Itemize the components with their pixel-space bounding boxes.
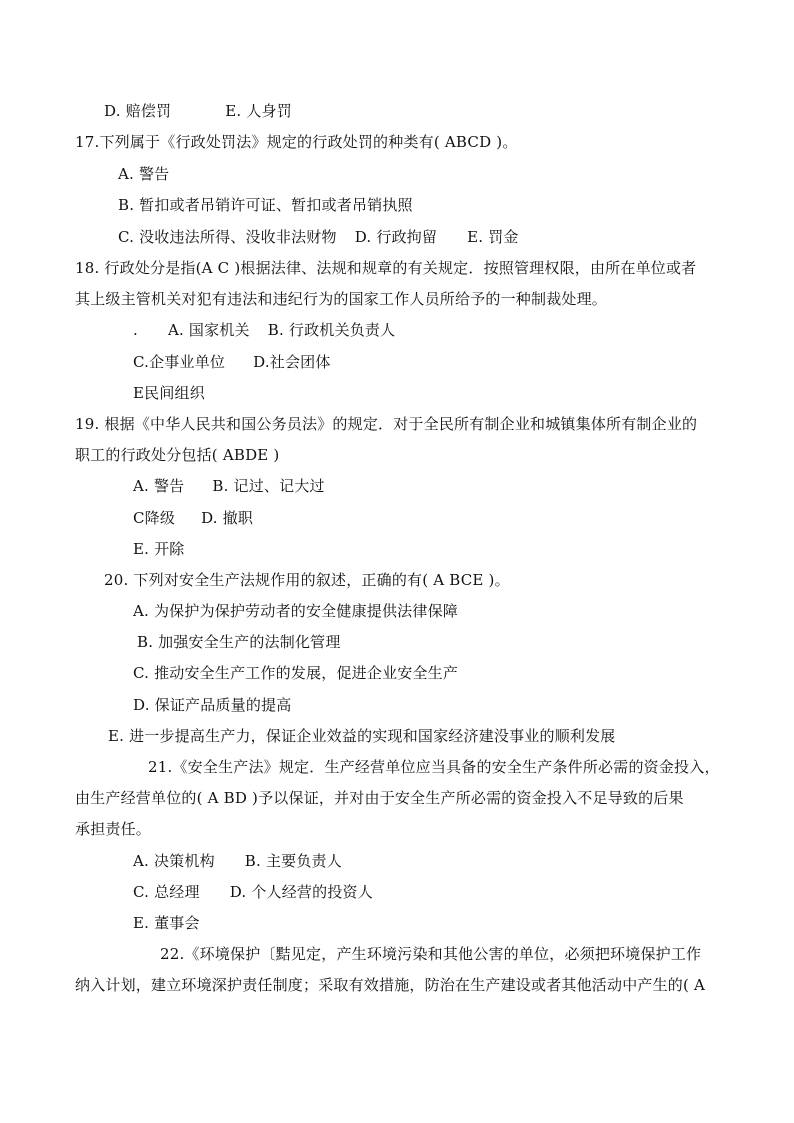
q17-option-e: E. 罚金 — [467, 228, 519, 246]
q21-stem-line1: 21.《安全生产法》规定．生产经营单位应当具备的安全生产条件所必需的资金投入， — [148, 758, 720, 776]
q21-stem-line3: 承担责任。 — [75, 820, 152, 838]
q19-option-a: A. 警告 — [133, 477, 185, 495]
q18-options-ab — [133, 320, 395, 340]
q20-option-c: C. 推动安全生产工作的发展，促进企业安全生产 — [133, 664, 459, 682]
q19-stem-line2: 职工的行政处分包括( ABDE ) — [75, 446, 280, 464]
q22-stem-line1: 22.《环境保护〔黠见定，产生环境污染和其他公害的单位，必须把环境保护工作 — [160, 945, 702, 963]
q20-option-d: D. 保证产品质量的提高 — [133, 696, 292, 714]
q18-options-cd — [133, 352, 331, 372]
q22-stem-line2: 纳入计划，建立环境深护责任制度；采取有效措施，防治在生产建设或者其他活动中产生的( A — [75, 976, 706, 994]
q19-option-e: E. 开除 — [133, 540, 185, 558]
q20-option-a: A. 为保护为保护劳动者的安全健康提供法律保障 — [133, 602, 458, 620]
q21-stem-line2: 由生产经营单位的( A BD )予以保证，并对由于安全生产所必需的资金投入不足导致的后果 — [75, 789, 684, 807]
q19-options-ab — [133, 476, 325, 496]
q21-option-e: E. 董事会 — [133, 914, 200, 932]
q16-option-d: D. 赔偿罚 — [104, 102, 172, 120]
q19-stem-line1: 19. 根据《中华人民共和国公务员法》的规定．对于全民所有制企业和城镇集体所有制企业的 — [75, 415, 698, 433]
q17-options-cde — [118, 227, 519, 247]
q20-stem: 20. 下列对安全生产法规作用的叙述，正确的有( A BCE )。 — [104, 571, 510, 589]
q21-option-d: D. 个人经营的投资人 — [229, 883, 373, 901]
q18-stem-line2: 其上级主管机关对犯有违法和违纪行为的国家工作人员所给予的一种制裁处理。 — [75, 290, 608, 308]
q16-options-line — [104, 101, 292, 121]
q18-option-b: B. 行政机关负责人 — [267, 321, 396, 339]
q19-option-d: D. 撤职 — [201, 509, 254, 527]
q18-option-a: A. 国家机关 — [167, 321, 250, 339]
q19-option-c: C降级 — [133, 509, 176, 527]
q19-option-b: B. 记过、记大过 — [212, 477, 325, 495]
q20-option-e: E. 进一步提高生产力，保证企业效益的实现和国家经济建没事业的顺利发展 — [108, 727, 616, 745]
q21-options-cd — [133, 882, 373, 902]
q16-option-e: E. 人身罚 — [225, 102, 292, 120]
q18-option-c: C.企事业单位 — [133, 353, 226, 371]
q18-option-d: D.社会团体 — [253, 353, 331, 371]
q18-stem-line1: 18. 行政处分是指(A C )根据法律、法规和规章的有关规定．按照管理权限，由所在单位或者 — [75, 259, 697, 277]
q21-option-c: C. 总经理 — [133, 883, 200, 901]
q19-options-cd — [133, 508, 253, 528]
q21-option-b: B. 主要负责人 — [244, 852, 342, 870]
q17-stem: 17.下列属于《行政处罚法》规定的行政处罚的种类有( ABCD )。 — [75, 133, 518, 151]
q21-options-ab — [133, 851, 342, 871]
q21-option-a: A. 决策机构 — [133, 852, 215, 870]
q17-option-d: D. 行政拘留 — [354, 228, 438, 246]
q17-option-a: A. 警告 — [118, 165, 170, 183]
q17-option-b: B. 暂扣或者吊销许可证、暂扣或者吊销执照 — [118, 196, 413, 214]
q17-option-c: C. 没收违法所得、没收非法财物 — [118, 228, 337, 246]
q20-option-b: B. 加强安全生产的法制化管理 — [137, 633, 341, 651]
q18-dot: . — [133, 321, 138, 339]
q18-option-e: E民间组织 — [133, 384, 205, 402]
